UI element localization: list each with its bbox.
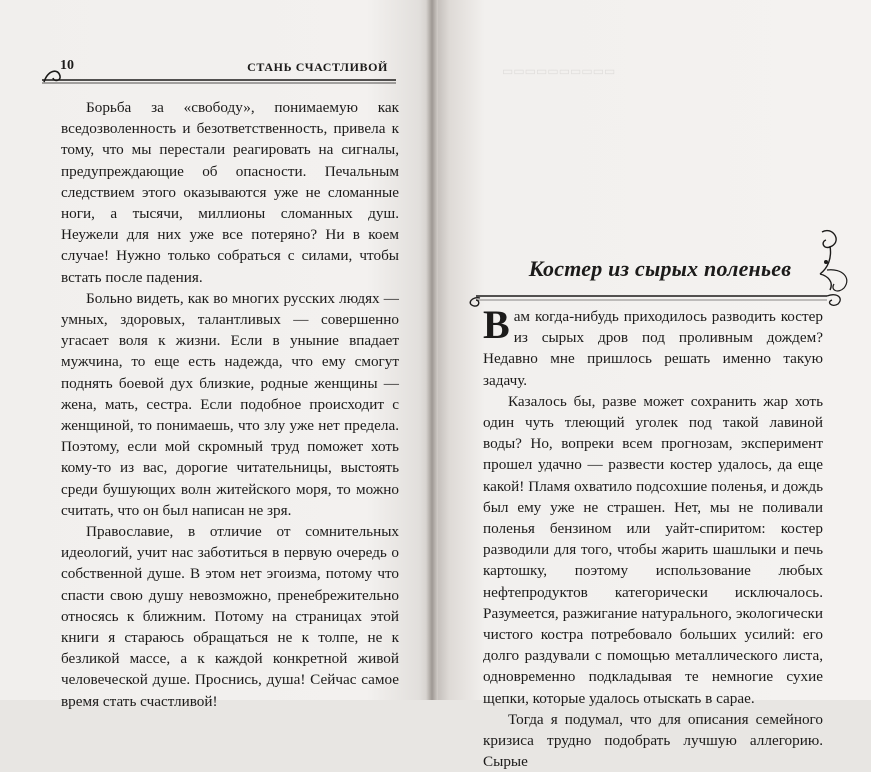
- paragraph: Борьба за «свободу», понимаемую как вседозволенность и безответственность, привела к тому, что мы перестали реагировать на сигналы, предупреждающие об опасности. Печальным следствием этого оказываются уже не сломанные ноги, а тысячи, миллионы сломанных душ. Неужели для них уже все потеряно? Ни в коем случае! Нужно только собраться с силами, чтобы встать после падения.: [61, 99, 399, 286]
- paragraph: Тогда я подумал, что для описания семейного кризиса трудно подобрать лучшую аллегорию. Сырые: [483, 710, 823, 771]
- chapter-title: Костер из сырых поленьев: [528, 256, 792, 281]
- left-page-header: [40, 58, 400, 88]
- first-paragraph: [483, 302, 823, 391]
- first-paragraph-text: ам когда-нибудь приходилось разводить костер из сырых дров под проливным дождем? Недавно мне пришлось решать именно такую задачу.: [483, 308, 823, 389]
- running-head: СТАНЬ СЧАСТЛИВОЙ: [247, 60, 388, 74]
- paragraph: Православие, в отличие от сомнительных идеологий, учит нас заботиться в первую очередь о собственной душе. В этом нет эгоизма, потому что спасти свою душу невозможно, пренебрежительно относясь к ближним. Потому на страницах этой книги я стараюсь обращаться не к толпе, не к безликой массе, а к каждой конкретной живой человеческой душе. Проснись, душа! Сейчас самое время стать счастливой!: [61, 523, 399, 710]
- drop-cap: В: [483, 302, 510, 347]
- left-page: [0, 0, 432, 710]
- paragraph: Больно видеть, как во многих русских людях — умных, здоровых, талантливых — совершенно угасает воля к жизни. Если в уныние впадает мужчина, то еще есть надежда, что ему смогут поднять боевой дух близкие, родные женщины — жена, мать, сестра. Если подобное происходит с женщиной, то понимаешь, что злу уже нет предела. Поэтому, если мой скромный труд поможет хоть кому-то из вас, дорогие читательницы, выстоять среди бушующих волн житейского моря, то можно считать, что он был написан не зря.: [61, 289, 399, 519]
- bleed-through-shadow: ▭▭▭▭▭▭▭▭▭▭: [502, 64, 616, 78]
- page-number: 10: [60, 58, 74, 73]
- left-body-text: [61, 97, 399, 712]
- paragraph: Казалось бы, разве может сохранить жар хоть один чуть тлеющий уголек под такой лавиной воды? Но, вопреки всем прогнозам, эксперимент прошел удачно — развести костер удалось, да еще какой! Пламя охватило подсохшие поленья, и дождь был ему уже не страшен. Нет, мы не поливали поленья бензином или уайт-спиритом: костер разводили для того, чтобы жарить шашлыки и печь картошку, поэтому использование любых нефтепродуктов категорически исключалось. Разумеется, разжигание натурального, экологически чистого костра потребовало больших усилий: его долго раздували с помощью металлического листа, одновременно подкладывая те немногие сухие щепки, которые удалось отыскать в сарае.: [483, 392, 823, 707]
- right-body-text: [483, 302, 823, 772]
- book-gutter: [426, 0, 438, 700]
